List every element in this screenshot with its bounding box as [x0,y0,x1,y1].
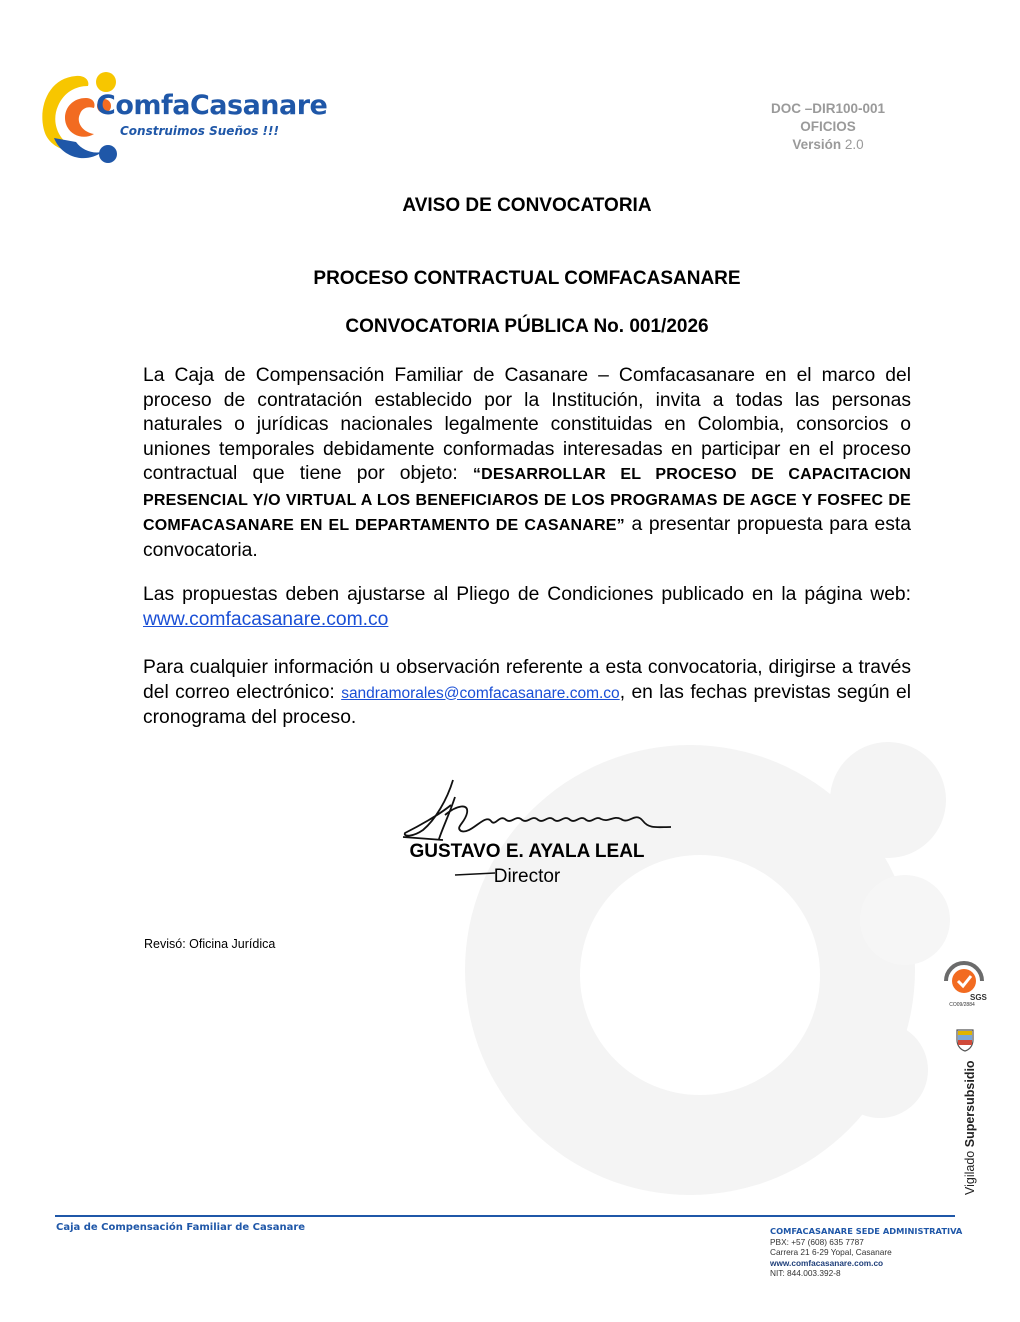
vigilado-prefix: Vigilado [963,1150,977,1195]
signer-name: GUSTAVO E. AYALA LEAL [409,841,645,862]
footer-address: Carrera 21 6-29 Yopal, Casanare [770,1247,892,1257]
contract-object: “DESARROLLAR EL PROCESO DE CAPACITACION PRESENCIAL Y/O VIRTUAL A LOS BENEFICIAROS DE LOS PROGRAMAS DE AGCE Y FOSFEC DE COMFACASANARE EN EL DEPARTAMENTO DE CASANARE” [143,466,912,534]
document-version [730,136,926,154]
contact-text: Para cualquier información u observación referente a esta convocatoria, dirigirse a través del correo electrónico: [143,657,911,703]
vigilado-supersubsidio [963,1035,977,1195]
logo-name: ComfaCasanare [96,90,328,121]
website-text: Las propuestas deben ajustarse al Pliego de Condiciones publicado en la página web: [143,584,911,605]
document-code: DOC –DIR100-001 [770,101,886,116]
convocatoria-number: CONVOCATORIA PÚBLICA No. 001/2026 [345,316,709,337]
version-label: Versión [792,137,842,152]
sgs-label: SGS [970,993,987,1002]
vigilado-entity: Supersubsidio [963,1060,977,1148]
version-number: 2.0 [844,137,864,152]
contact-end: , en las fechas previstas según el cronograma del proceso. [143,681,912,728]
email-link[interactable]: sandramorales@comfacasanare.com.co [341,684,620,702]
paragraph-contact [143,656,911,731]
page-title: AVISO DE CONVOCATORIA [402,195,652,216]
logo-tagline: Construimos Sueños !!! [120,124,279,138]
footer-company-name: Caja de Compensación Familiar de Casanare [56,1222,306,1233]
footer-divider [55,1215,955,1217]
footer-pbx: PBX: +57 (608) 635 7787 [770,1236,864,1247]
sgs-code: CO09/2884 [949,1002,975,1008]
footer-title: COMFACASANARE SEDE ADMINISTRATIVA [770,1226,963,1236]
company-logo [36,68,336,164]
page-subtitle: PROCESO CONTRACTUAL COMFACASANARE [313,268,741,289]
paragraph-website [143,583,911,632]
signer-title: Director [493,866,561,887]
reviewed-by: Revisó: Oficina Jurídica [144,937,276,951]
document-code-block [730,100,926,154]
invitation-end: a presentar propuesta para esta convocatoria. [143,514,911,561]
website-link[interactable]: www.comfacasanare.com.co [143,608,389,630]
paragraph-invitation [143,364,911,563]
footer-website[interactable]: www.comfacasanare.com.co [770,1257,884,1268]
footer-nit: NIT: 844.003.392-8 [770,1268,841,1278]
document-type: OFICIOS [800,119,856,134]
footer-contact-block [770,1226,962,1279]
invitation-intro: La Caja de Compensación Familiar de Casanare – Comfacasanare en el marco del proceso de contratación establecido por la Institución, invita a todas las personas naturales o jurídicas nacionales legalmente constituidas en Colombia, consorcios o uniones temporales debidamente conformadas interesadas en participar en el proceso contractual que tiene por objeto: [143,365,911,484]
